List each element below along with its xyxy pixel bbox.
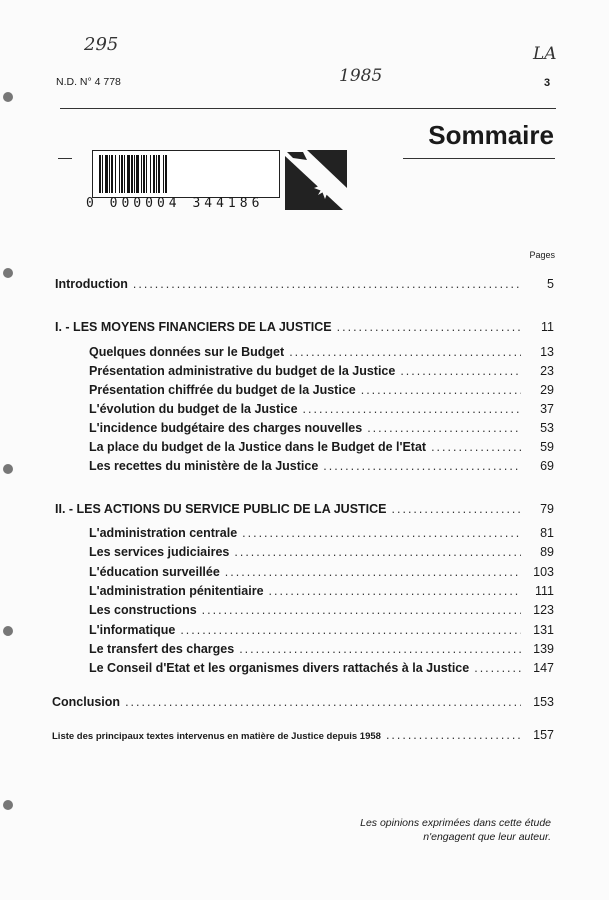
- toc-leader-dots: [386, 728, 521, 742]
- toc-entry-introduction[interactable]: [55, 277, 554, 291]
- toc-entry-label: Les services judiciaires: [89, 545, 230, 559]
- toc-entry-label: II. - LES ACTIONS DU SERVICE PUBLIC DE LA JUSTICE: [55, 502, 387, 516]
- toc-entry-page: 139: [533, 642, 554, 656]
- toc-entry[interactable]: [89, 526, 554, 540]
- toc-leader-dots: [225, 565, 521, 579]
- toc-entry-page: 131: [533, 623, 554, 637]
- toc-leader-dots: [133, 277, 521, 291]
- disclaimer: [360, 816, 551, 844]
- barcode-number: 0 000004 344186: [86, 196, 264, 211]
- toc-leader-dots: [392, 502, 521, 516]
- toc-leader-dots: [242, 526, 521, 540]
- toc-leader-dots: [474, 661, 521, 675]
- toc-entry-page: 11: [541, 320, 554, 334]
- toc-leader-dots: [431, 440, 521, 454]
- toc-leader-dots: [180, 623, 521, 637]
- toc-entry[interactable]: [89, 421, 554, 435]
- toc-entry-page: 5: [547, 277, 554, 291]
- toc-entry[interactable]: [89, 459, 554, 473]
- toc-entry[interactable]: [89, 642, 554, 656]
- top-rule: [60, 108, 556, 109]
- toc-entry-page: 23: [540, 364, 554, 378]
- toc-section-1[interactable]: [55, 320, 554, 334]
- toc-leader-dots: [303, 402, 521, 416]
- publisher-logo-icon: [285, 150, 347, 210]
- toc-entry-page: 37: [540, 402, 554, 416]
- barcode: [86, 150, 348, 212]
- toc-leader-dots: [367, 421, 521, 435]
- toc-entry-label: L'administration centrale: [89, 526, 238, 540]
- barcode-bars: [99, 155, 273, 193]
- title-underline: [403, 158, 555, 159]
- toc-entry-label: Les constructions: [89, 603, 197, 617]
- toc-entry[interactable]: [89, 623, 554, 637]
- toc-leader-dots: [323, 459, 521, 473]
- toc-entry-label: L'évolution du budget de la Justice: [89, 402, 298, 416]
- toc-entry-label: Conclusion: [52, 695, 121, 709]
- toc-entry-page: 59: [540, 440, 554, 454]
- punch-hole: [3, 800, 13, 810]
- punch-hole: [3, 626, 13, 636]
- toc-entry-label: L'éducation surveillée: [89, 565, 220, 579]
- document-reference: N.D. N° 4 778: [56, 76, 121, 88]
- toc-leader-dots: [202, 603, 521, 617]
- toc-section-2[interactable]: [55, 502, 554, 516]
- toc-leader-dots: [234, 545, 521, 559]
- toc-entry-page: 13: [540, 345, 554, 359]
- toc-entry-page: 103: [533, 565, 554, 579]
- toc-leader-dots: [125, 695, 521, 709]
- barcode-bar: [167, 155, 168, 193]
- toc-entry-page: 81: [540, 526, 554, 540]
- toc-entry-page: 157: [533, 728, 554, 742]
- toc-entry-page: 29: [540, 383, 554, 397]
- toc-entry-conclusion[interactable]: [52, 695, 554, 709]
- title-rule-left: [58, 158, 72, 159]
- toc-entry-label: L'informatique: [89, 623, 176, 637]
- toc-entry-label: L'administration pénitentiaire: [89, 584, 264, 598]
- toc-entry-page: 69: [540, 459, 554, 473]
- punch-hole: [3, 92, 13, 102]
- toc-entry-label: Présentation administrative du budget de la Justice: [89, 364, 396, 378]
- toc-entry-label: Liste des principaux textes intervenus en matière de Justice depuis 1958: [52, 731, 381, 742]
- toc-entry[interactable]: [89, 440, 554, 454]
- toc-entry-page: 89: [540, 545, 554, 559]
- barcode-frame: [92, 150, 280, 198]
- handwritten-corner-note: LA: [533, 44, 557, 64]
- disclaimer-line: n'engagent que leur auteur.: [423, 831, 551, 843]
- handwritten-number: 295: [84, 34, 119, 55]
- toc-entry[interactable]: [89, 545, 554, 559]
- toc-entry-page: 153: [533, 695, 554, 709]
- toc-entry-label: Le Conseil d'Etat et les organismes divers rattachés à la Justice: [89, 661, 470, 675]
- toc-entry[interactable]: [89, 364, 554, 378]
- toc-entry-label: Le transfert des charges: [89, 642, 235, 656]
- toc-entry[interactable]: [89, 661, 554, 675]
- toc-entry[interactable]: [89, 345, 554, 359]
- punch-hole: [3, 268, 13, 278]
- toc-entry-page: 53: [540, 421, 554, 435]
- toc-entry[interactable]: [89, 565, 554, 579]
- page-number: 3: [544, 77, 551, 89]
- toc-leader-dots: [289, 345, 521, 359]
- toc-entry-label: Présentation chiffrée du budget de la Justice: [89, 383, 356, 397]
- toc-entry-page: 147: [533, 661, 554, 675]
- toc-entry-label: Les recettes du ministère de la Justice: [89, 459, 319, 473]
- toc-entry-label: L'incidence budgétaire des charges nouvelles: [89, 421, 363, 435]
- toc-entry-label: La place du budget de la Justice dans le Budget de l'Etat: [89, 440, 427, 454]
- toc-leader-dots: [269, 584, 521, 598]
- toc-entry[interactable]: [89, 584, 554, 598]
- toc-entry[interactable]: [89, 603, 554, 617]
- toc-entry-legal-texts[interactable]: [52, 728, 554, 742]
- toc-entry-label: Introduction: [55, 277, 128, 291]
- toc-leader-dots: [361, 383, 521, 397]
- pages-column-label: Pages: [529, 250, 555, 260]
- toc-leader-dots: [337, 320, 521, 334]
- handwritten-year: 1985: [339, 66, 383, 86]
- toc-entry-label: Quelques données sur le Budget: [89, 345, 285, 359]
- toc-entry[interactable]: [89, 383, 554, 397]
- toc-leader-dots: [239, 642, 521, 656]
- toc-entry-page: 79: [540, 502, 554, 516]
- toc-leader-dots: [400, 364, 521, 378]
- toc-entry-page: 123: [533, 603, 554, 617]
- toc-entry-label: I. - LES MOYENS FINANCIERS DE LA JUSTICE: [55, 320, 332, 334]
- toc-entry-page: 111: [534, 584, 554, 598]
- page-title: Sommaire: [428, 120, 554, 150]
- toc-entry[interactable]: [89, 402, 554, 416]
- punch-hole: [3, 464, 13, 474]
- disclaimer-line: Les opinions exprimées dans cette étude: [360, 817, 551, 829]
